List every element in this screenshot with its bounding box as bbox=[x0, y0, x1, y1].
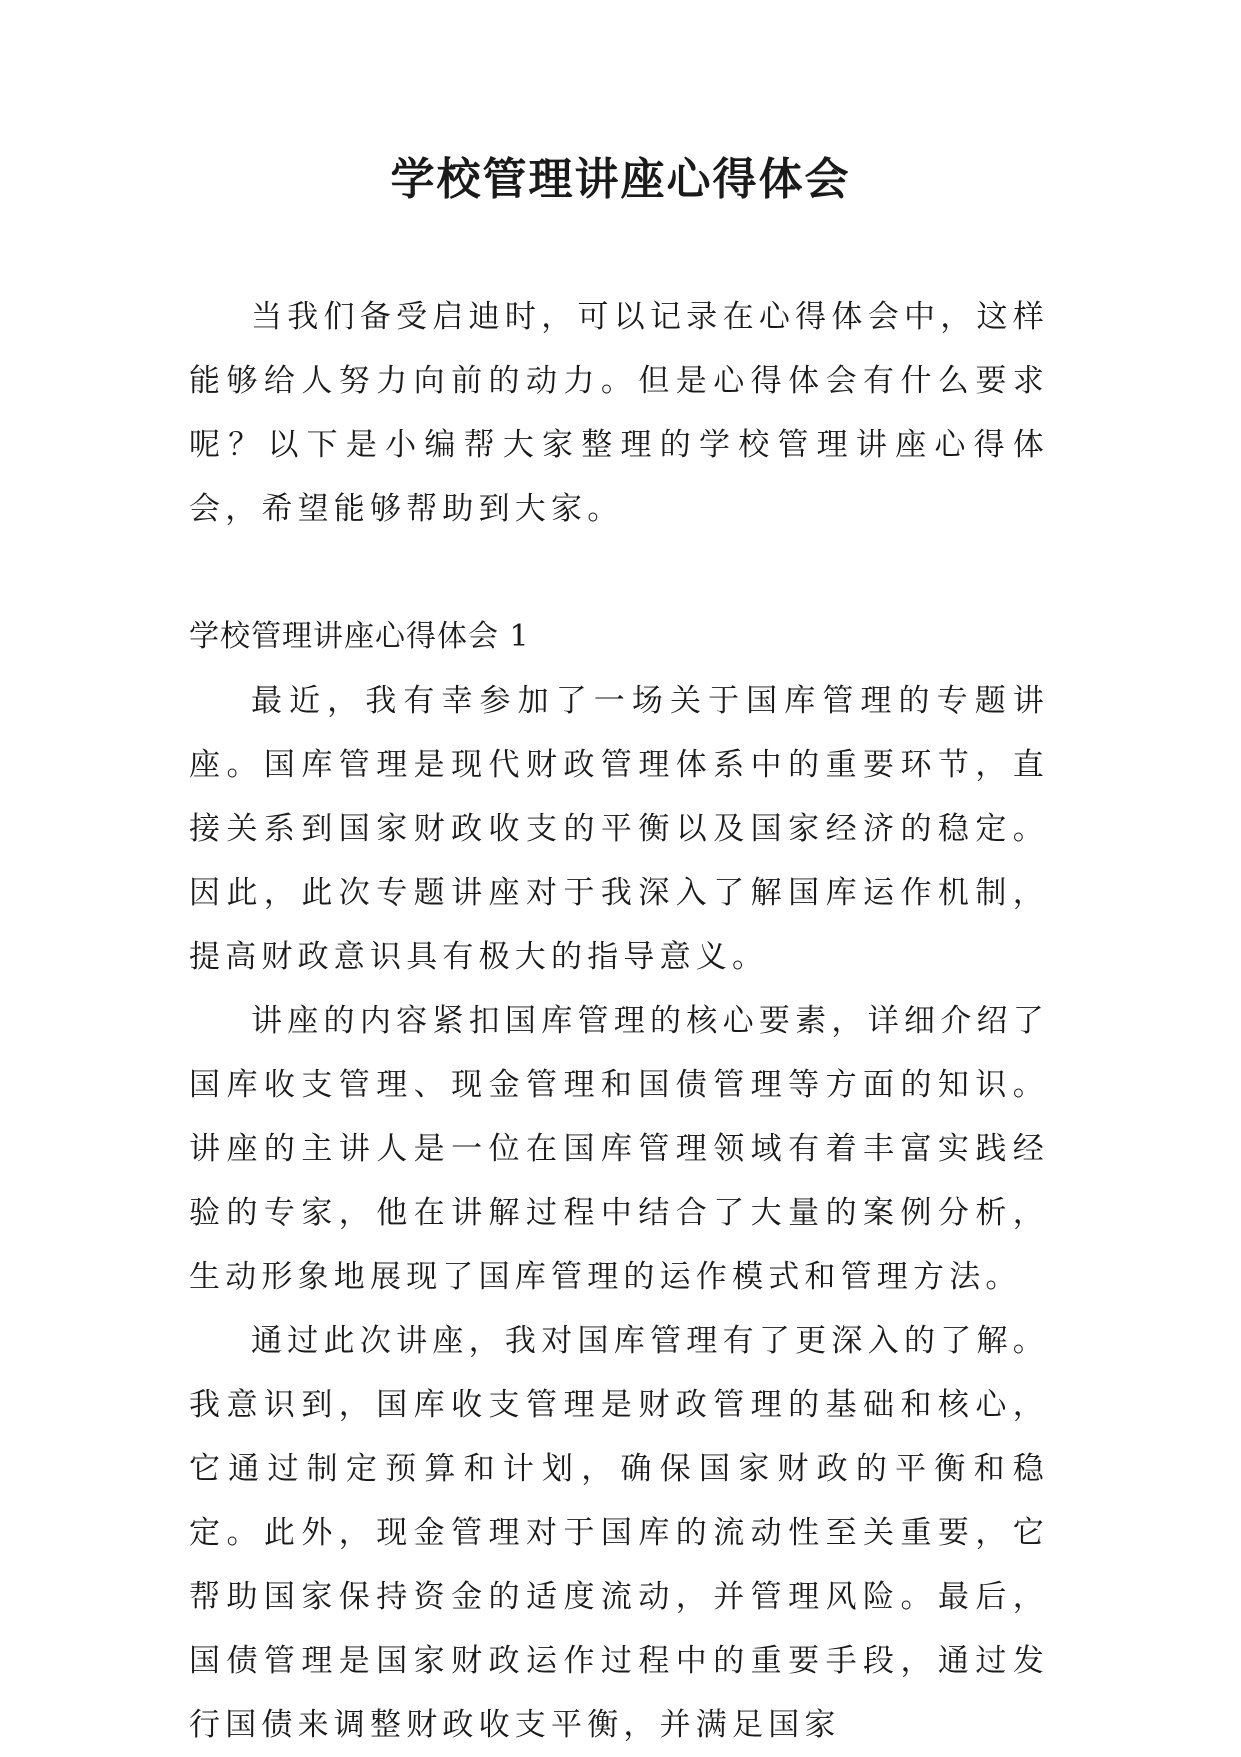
body-paragraph-2: 讲座的内容紧扣国库管理的核心要素，详细介绍了国库收支管理、现金管理和国债管理等方面的知识。讲座的主讲人是一位在国库管理领域有着丰富实践经验的专家，他在讲解过程中结合了大量的案例分析，生动形象地展现了国库管理的运作模式和管理方法。 bbox=[189, 1003, 1049, 1295]
section-heading: 学校管理讲座心得体会 1 bbox=[189, 619, 530, 654]
intro-paragraph: 当我们备受启迪时，可以记录在心得体会中，这样能够给人努力向前的动力。但是心得体会有什么要求呢？以下是小编帮大家整理的学校管理讲座心得体会，希望能够帮助到大家。 bbox=[189, 299, 1049, 527]
document-body bbox=[189, 285, 1049, 1757]
body-paragraph-3: 通过此次讲座，我对国库管理有了更深入的了解。我意识到，国库收支管理是财政管理的基础和核心，它通过制定预算和计划，确保国家财政的平衡和稳定。此外，现金管理对于国库的流动性至关重要，它帮助国家保持资金的适度流动，并管理风险。最后，国债管理是国家财政运作过程中的重要手段，通过发行国债来调整财政收支平衡，并满足国家 bbox=[189, 1323, 1049, 1743]
document-title: 学校管理讲座心得体会 bbox=[390, 154, 851, 205]
body-paragraph-1: 最近，我有幸参加了一场关于国库管理的专题讲座。国库管理是现代财政管理体系中的重要环节，直接关系到国家财政收支的平衡以及国家经济的稳定。因此，此次专题讲座对于我深入了解国库运作机制，提高财政意识具有极大的指导意义。 bbox=[189, 683, 1049, 975]
